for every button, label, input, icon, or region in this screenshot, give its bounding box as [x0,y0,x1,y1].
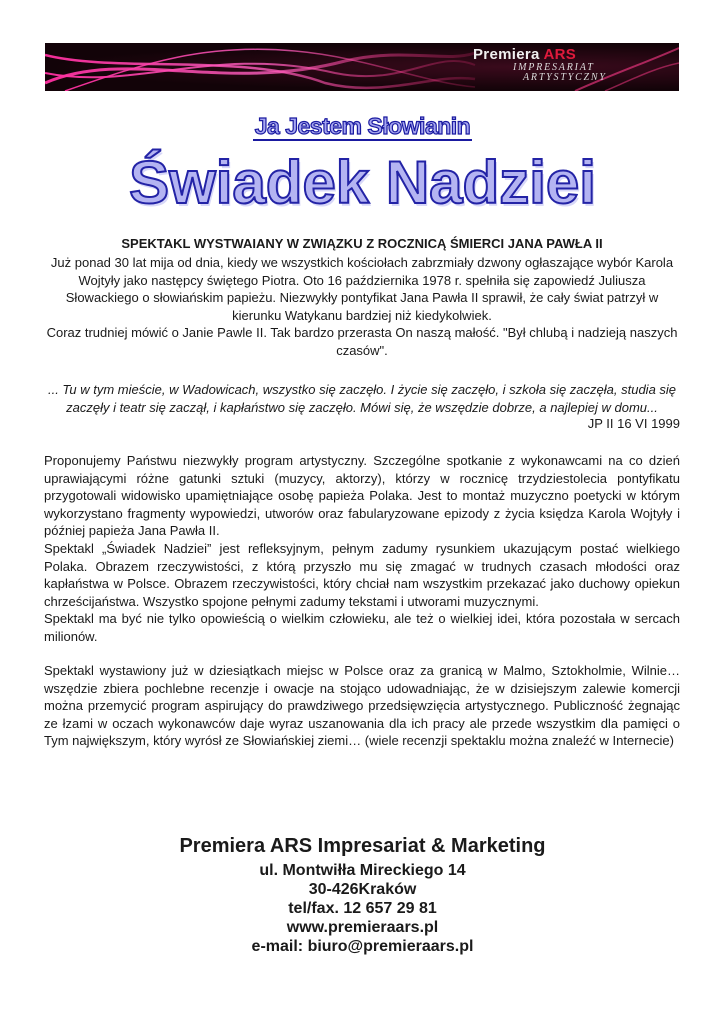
logo-line-1: Premiera ARS [473,46,577,63]
body-paragraph-4: Spektakl wystawiony już w dziesiątkach miejsc w Polsce oraz za granicą w Malmo, Sztokholmie, Wilnie… wszędzie zbiera pochlebne recenzje i owacje na stojąco udowadniając, że w dzisiejszym zalewie komercji można przemycić program aspirujący do prawdziwego przedsięwzięcia artystycznego. Publiczność żegnając ze łzami w oczach wykonawców daje wyraz uszanowania dla ich pracy ale przede wszystkim dla pamięci o Tym największym, który wyrósł ze Słowiańskiej ziemi… (wiele recenzji spektaklu można znaleźć w Internecie) [44,663,680,748]
section-heading: SPEKTAKL WYSTWAIANY W ZWIĄZKU Z ROCZNICĄ ŚMIERCI JANA PAWŁA II [121,236,603,251]
contact-email-link[interactable]: e-mail: biuro@premieraars.pl [251,938,474,955]
contact-company-name: Premiera ARS Impresariat & Marketing [179,835,546,857]
logo-line-2: IMPRESARIAT [513,62,595,73]
body-paragraph-2: Spektakl „Świadek Nadziei” jest refleksyjnym, pełnym zadumy rysunkiem ukazującym postać wielkiego Polaka. Obrazem rzeczywistości, z którą przyszło mu się zmagać w trudnych czasach młodości oraz kapłaństwa w Polsce. Obrazem rzeczywistości, który chciał nam wszystkim przekazać jako duchowy opiekun chrześcijaństwa. Wszystko spojone pełnymi zadumy tekstami i utworami muzycznymi. [44,541,680,609]
contact-website-link[interactable]: www.premieraars.pl [286,919,439,936]
header-banner [45,43,679,91]
quote-signature: JP II 16 VI 1999 [587,416,680,431]
document-subtitle: Ja Jestem Słowianin [254,113,471,139]
contact-city: 30-426Kraków [308,881,417,898]
company-logo [473,46,673,88]
intro-paragraph-1: Już ponad 30 lat mija od dnia, kiedy we wszystkich kościołach zabrzmiały dzwony ogłaszające wybór Karola Wojtyły jako następcy świętego Piotra. Oto 16 października 1978 r. spełniła się zapowiedź Juliusza Słowackiego o słowiańskim papieżu. Niezwykły pontyfikat Jana Pawła II sprawił, że cały świat patrzył w kierunku Watykanu bardziej niż kiedykolwiek. [50,255,674,323]
pope-quote: ... Tu w tym mieście, w Wadowicach, wszystko się zaczęło. I życie się zaczęło, i szkoła się zaczęła, studia się zaczęły i teatr się zaczął, i kapłaństwo się zaczęło. Mówi się, że wszędzie dobrze, a najlepiej w domu... [47,382,677,415]
contact-street: ul. Montwiłła Mireckiego 14 [259,862,466,879]
contact-phone: tel/fax. 12 657 29 81 [288,900,437,917]
intro-paragraph-2: Coraz trudniej mówić o Janie Pawle II. Tak bardzo przerasta On naszą małość. "Był chlubą i nadzieją naszych czasów". [46,325,678,358]
body-paragraph-1: Proponujemy Państwu niezwykły program artystyczny. Szczególne spotkanie z wykonawcami na co dzień uprawiającymi różne gatunki sztuki (muzycy, aktorzy), którzy w rocznicę trzydziestolecia pontyfikatu przygotowali widowisko upamiętniające osobę papieża Polaka. Jest to montaż muzyczno poetycki w którym wykorzystano fragmenty wypowiedzi, utworów oraz fabularyzowane epizody z życia księdza Karola Wojtyły i później papieża Jana Pawła II. [44,453,680,538]
body-paragraph-3: Spektakl ma być nie tylko opowieścią o wielkim człowieku, ale też o wielkiej idei, która pozostała w sercach milionów. [44,611,680,644]
document-title: Świadek Nadziei [129,149,596,216]
logo-line-3: ARTYSTYCZNY [523,72,607,83]
